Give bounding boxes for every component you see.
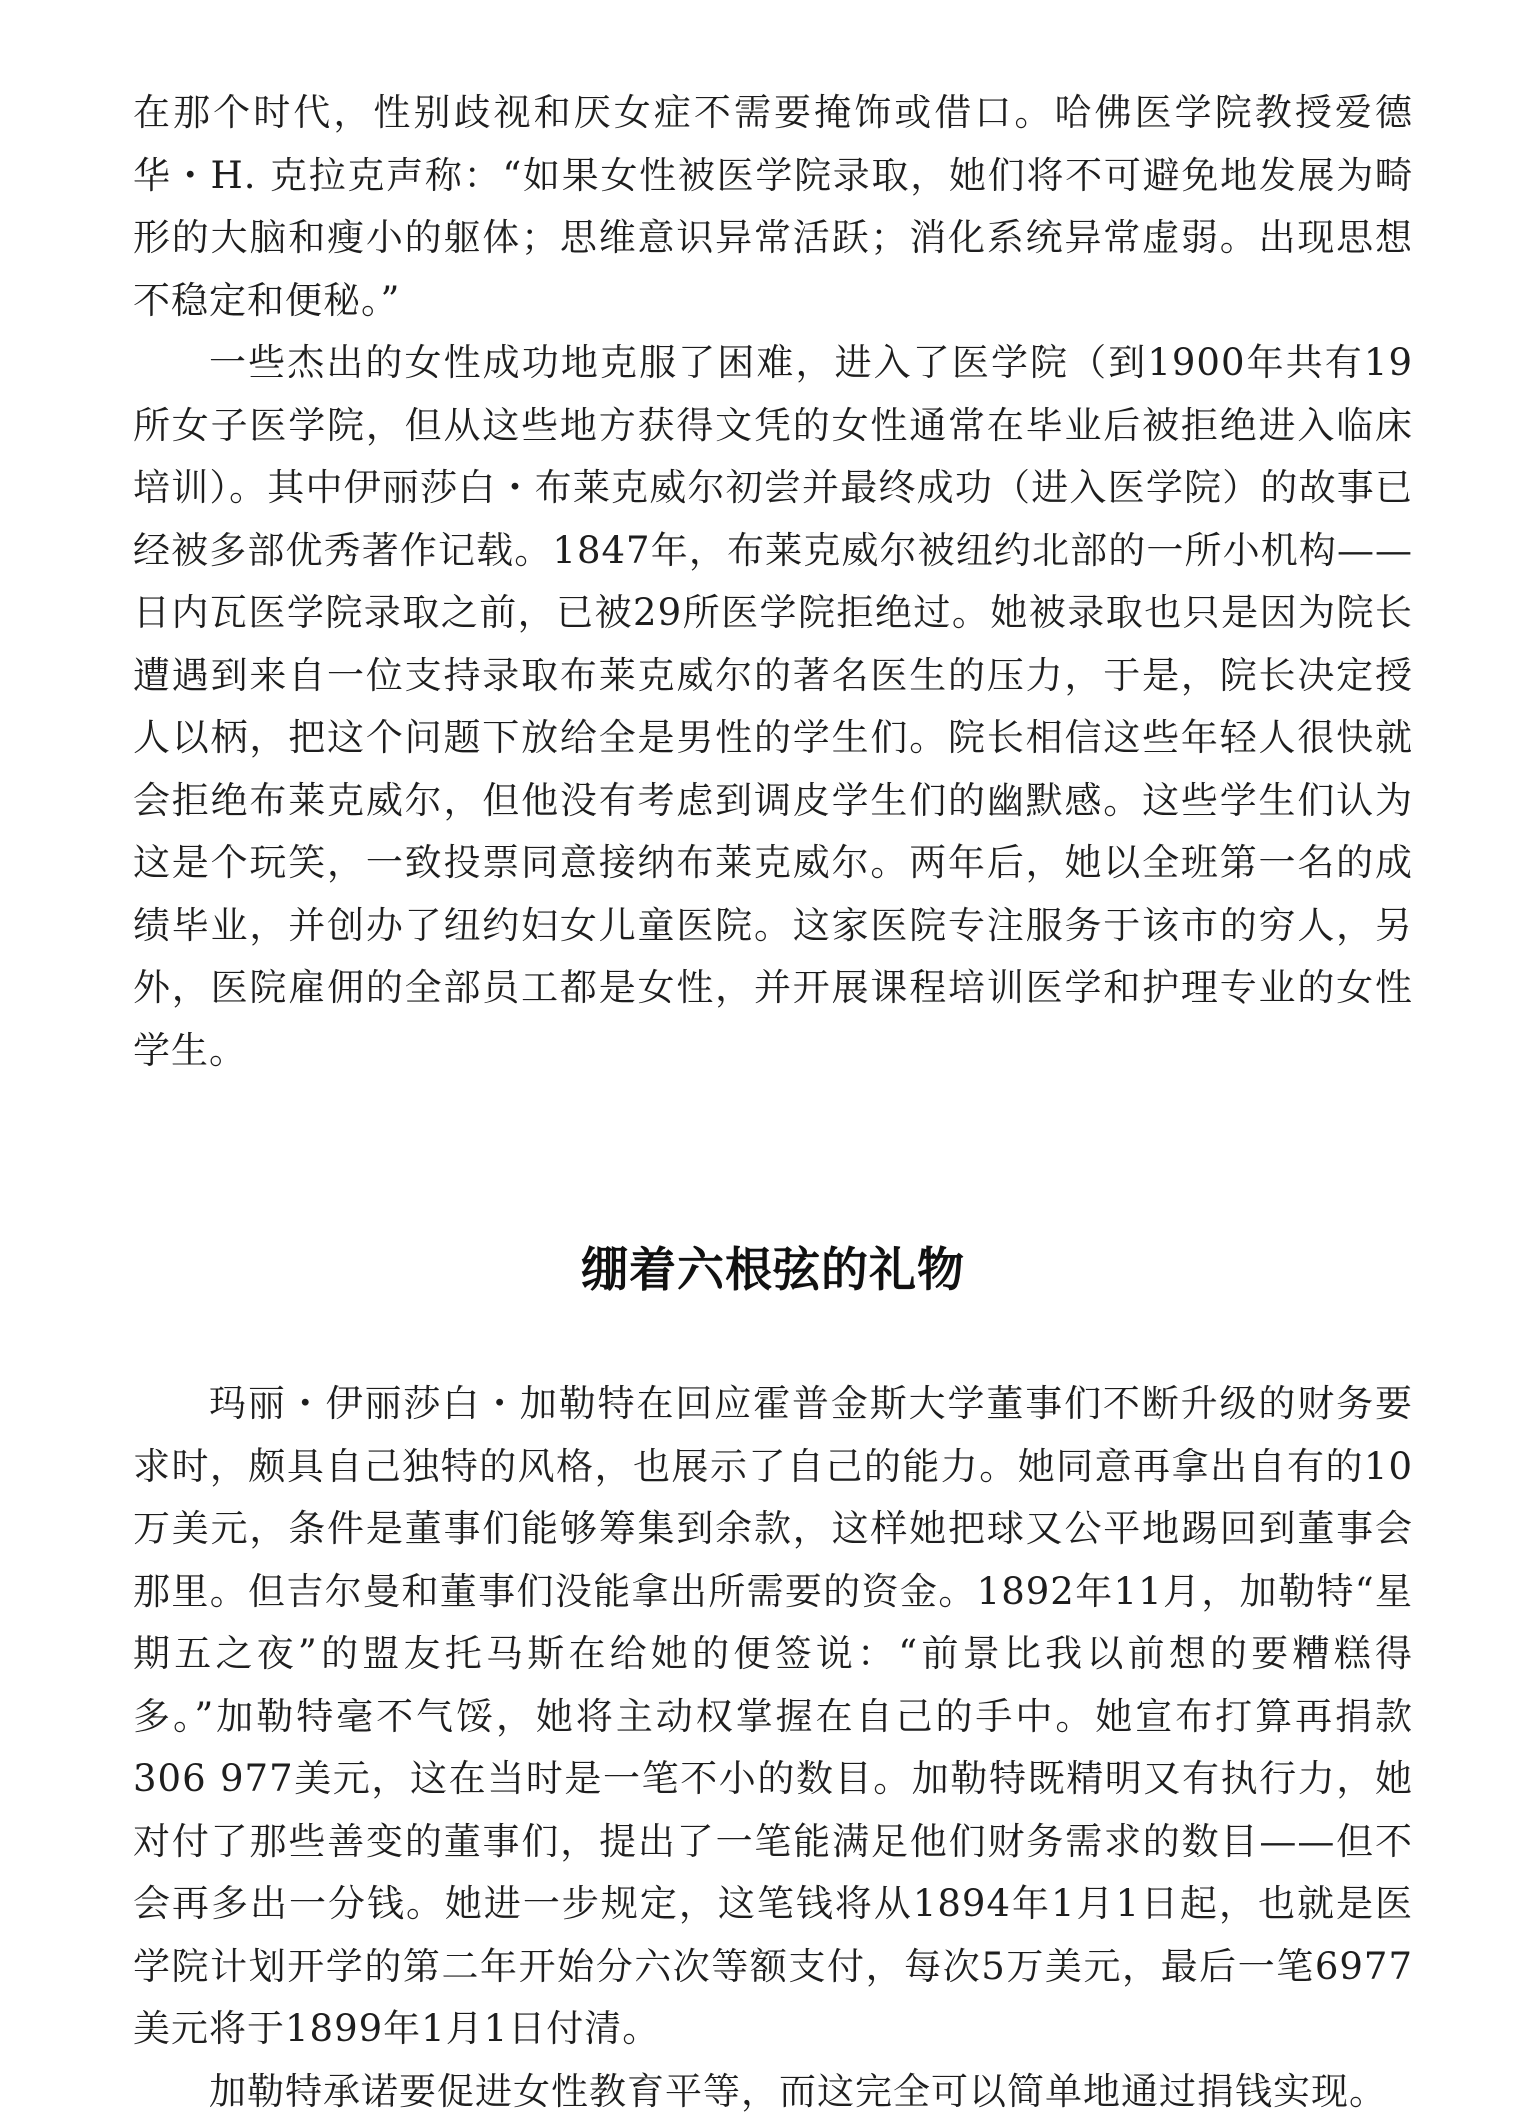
document-page — [133, 82, 1413, 2123]
body-paragraph: 一些杰出的女性成功地克服了困难，进入了医学院（到1900年共有19所女子医学院，但从这些地方获得文凭的女性通常在毕业后被拒绝进入临床培训）。其中伊丽莎白・布莱克威尔初尝并最终成功（进入医学院）的故事已经被多部优秀著作记载。1847年，布莱克威尔被纽约北部的一所小机构——日内瓦医学院录取之前，已被29所医学院拒绝过。她被录取也只是因为院长遭遇到来自一位支持录取布莱克威尔的著名医生的压力，于是，院长决定授人以柄，把这个问题下放给全是男性的学生们。院长相信这些年轻人很快就会拒绝布莱克威尔，但他没有考虑到调皮学生们的幽默感。这些学生们认为这是个玩笑，一致投票同意接纳布莱克威尔。两年后，她以全班第一名的成绩毕业，并创办了纽约妇女儿童医院。这家医院专注服务于该市的穷人，另外，医院雇佣的全部员工都是女性，并开展课程培训医学和护理专业的女性学生。 — [133, 332, 1413, 1082]
body-paragraph: 加勒特承诺要促进女性教育平等，而这完全可以简单地通过捐钱实现。 — [133, 2061, 1413, 2123]
body-paragraph: 在那个时代，性别歧视和厌女症不需要掩饰或借口。哈佛医学院教授爱德华・H. 克拉克声称：“如果女性被医学院录取，她们将不可避免地发展为畸形的大脑和瘦小的躯体；思维意识异常活跃；消化系统异常虚弱。出现思想不稳定和便秘。” — [133, 82, 1413, 332]
section-heading: 绷着六根弦的礼物 — [133, 1240, 1413, 1302]
body-paragraph: 玛丽・伊丽莎白・加勒特在回应霍普金斯大学董事们不断升级的财务要求时，颇具自己独特的风格，也展示了自己的能力。她同意再拿出自有的10万美元，条件是董事们能够筹集到余款，这样她把球又公平地踢回到董事会那里。但吉尔曼和董事们没能拿出所需要的资金。1892年11月，加勒特“星期五之夜”的盟友托马斯在给她的便签说：“前景比我以前想的要糟糕得多。”加勒特毫不气馁，她将主动权掌握在自己的手中。她宣布打算再捐款306 977美元，这在当时是一笔不小的数目。加勒特既精明又有执行力，她对付了那些善变的董事们，提出了一笔能满足他们财务需求的数目——但不会再多出一分钱。她进一步规定，这笔钱将从1894年1月1日起，也就是医学院计划开学的第二年开始分六次等额支付，每次5万美元，最后一笔6977美元将于1899年1月1日付清。 — [133, 1373, 1413, 2061]
